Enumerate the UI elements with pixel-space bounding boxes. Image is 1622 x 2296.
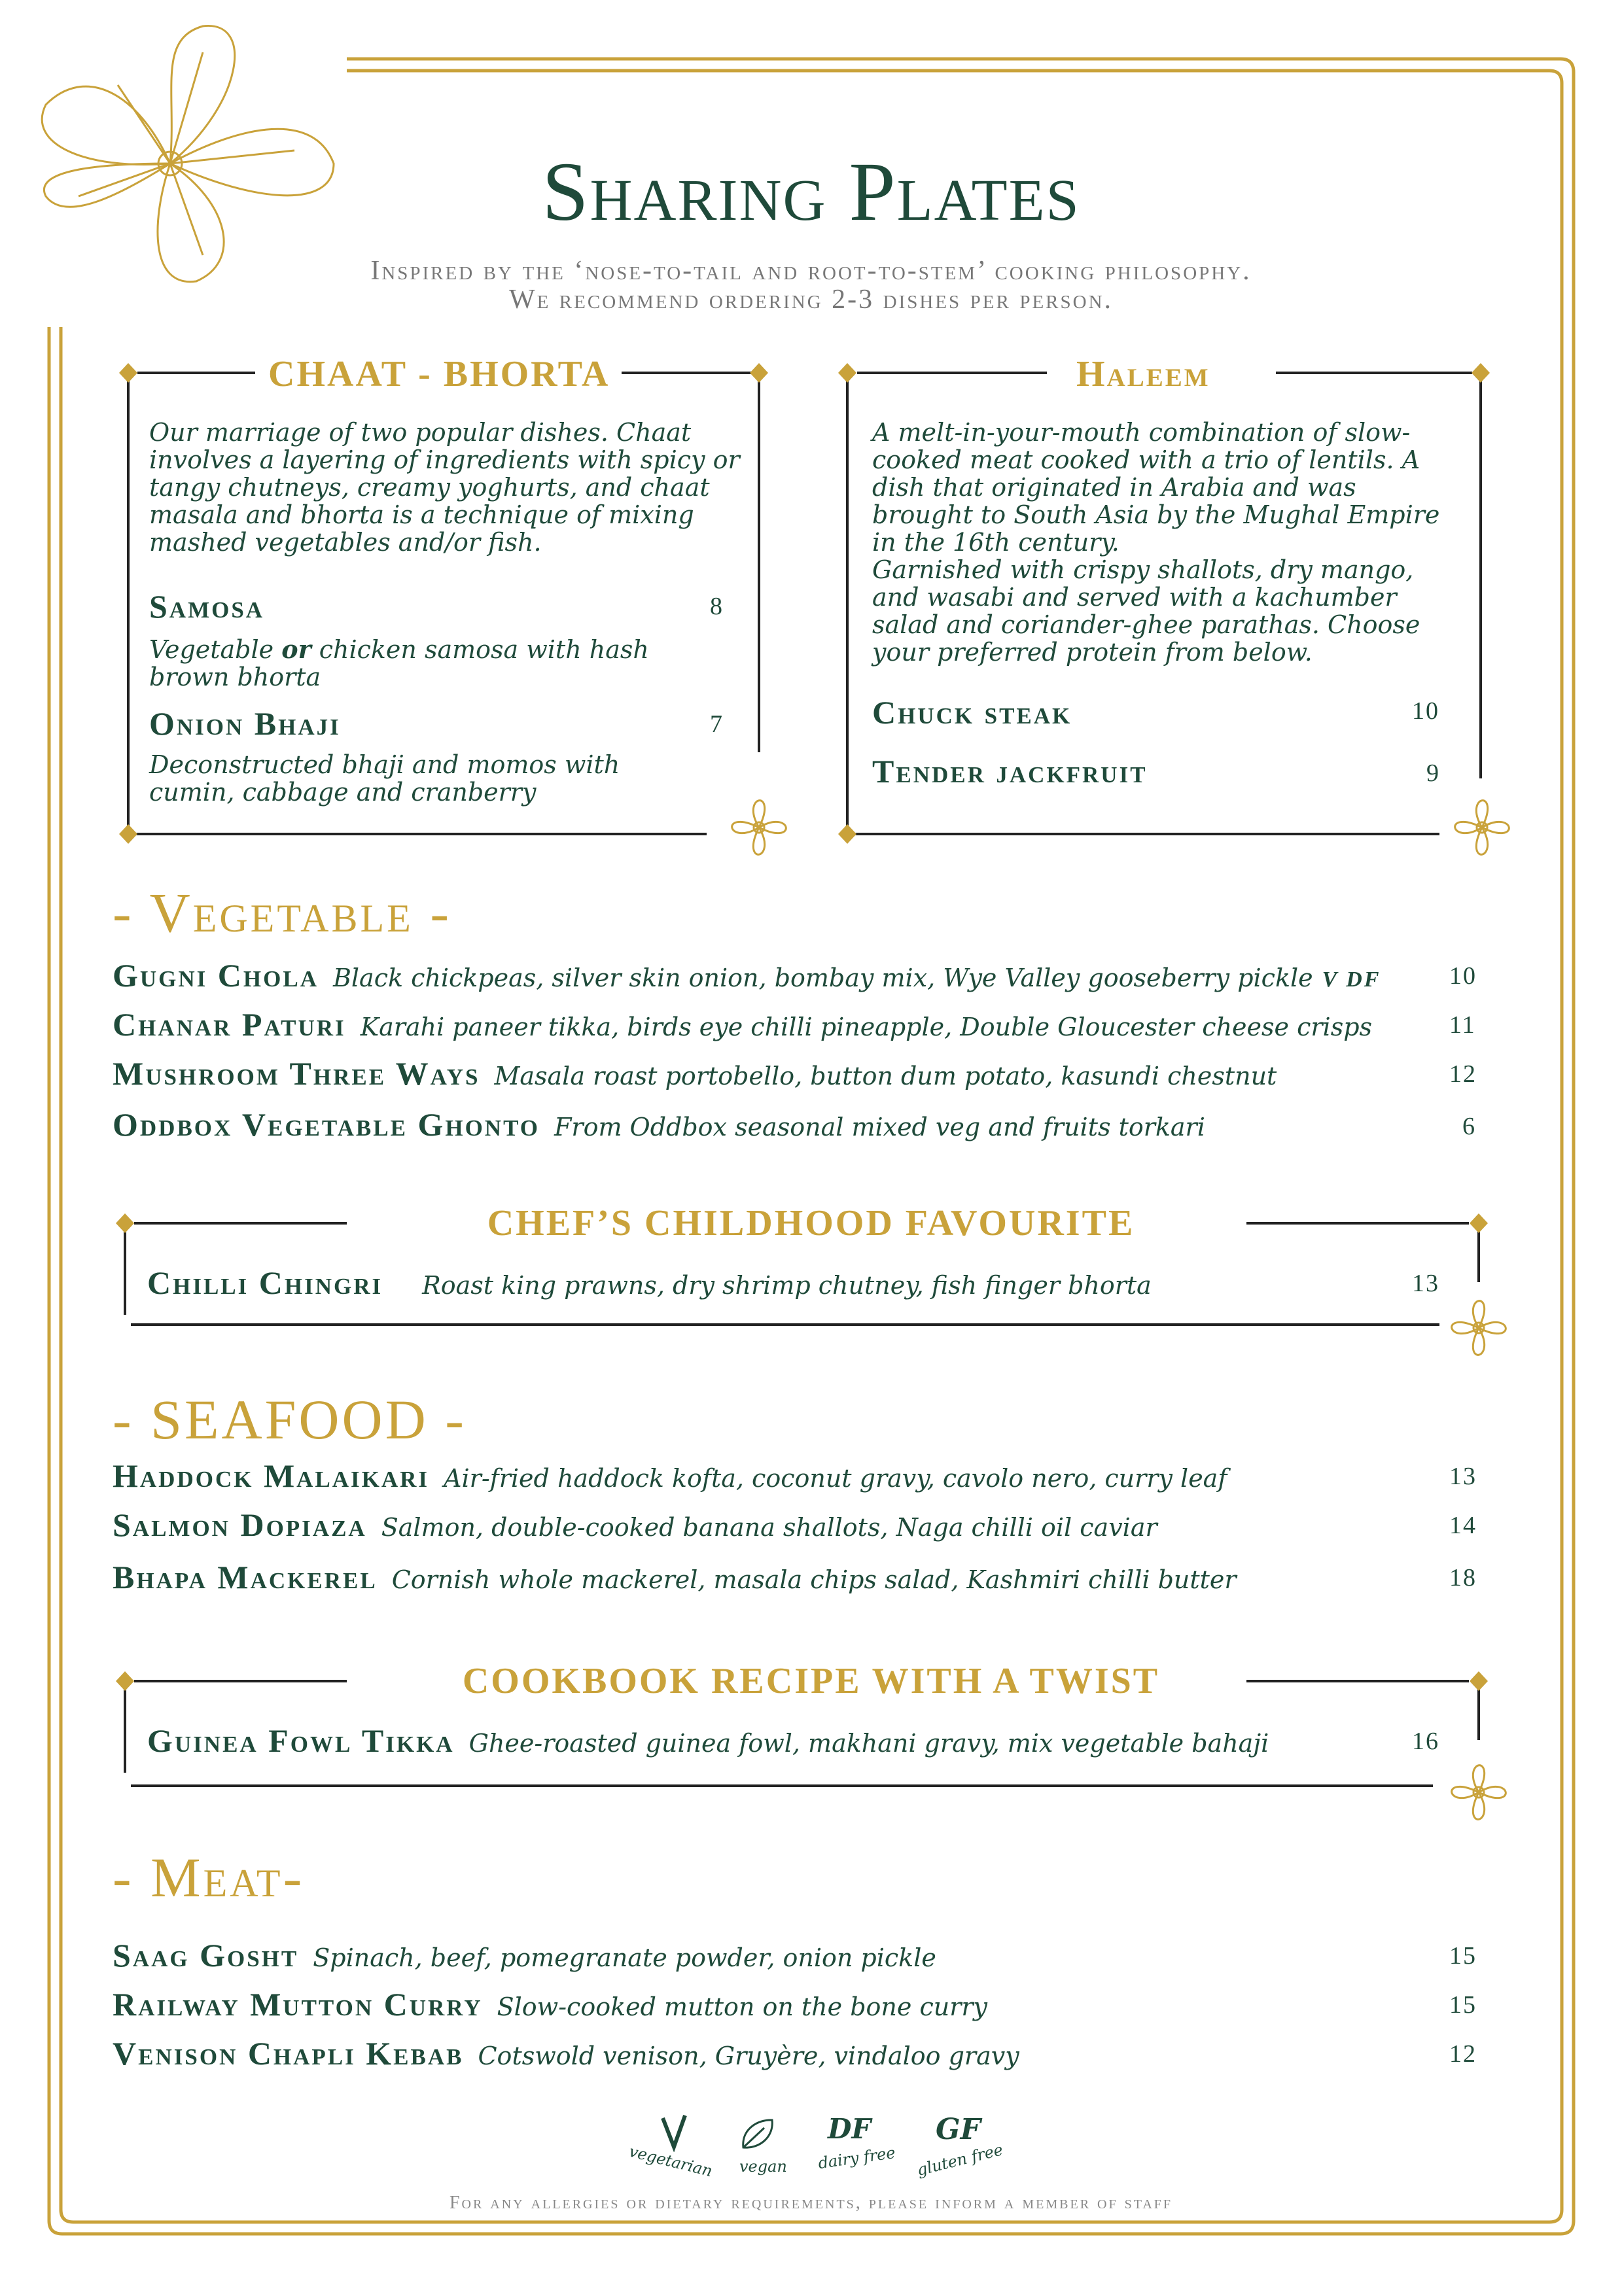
dish-description: Masala roast portobello, button dum potato, kasundi chestnut: [494, 1062, 1277, 1090]
dish-price: 14: [1449, 1512, 1477, 1539]
dish-name: Salmon Dopiaza: [113, 1506, 367, 1543]
dish-name: Chanar Paturi: [113, 1006, 346, 1043]
description-line: A melt-in-your-mouth combination of slow-: [872, 418, 1411, 447]
menu-row: [147, 1722, 1269, 1760]
menu-row: [113, 1936, 936, 1974]
dish-description: Salmon, double-cooked banana shallots, Naga chilli oil caviar: [381, 1513, 1157, 1542]
description-line: Our marriage of two popular dishes. Chaat: [149, 418, 692, 447]
dish-name: Saag Gosht: [113, 1937, 299, 1974]
dish-price: 9: [1426, 759, 1440, 787]
dish-description: Slow-cooked mutton on the bone curry: [497, 1992, 988, 2021]
dish-price: 12: [1449, 2040, 1477, 2068]
dish-description: Roast king prawns, dry shrimp chutney, fish finger bhorta: [422, 1271, 1152, 1300]
description-line: brought to South Asia by the Mughal Empire: [872, 500, 1440, 529]
subtitle-line: We recommend ordering 2-3 dishes per person.: [508, 285, 1114, 315]
menu-row: [113, 2034, 1019, 2072]
menu-row: [113, 1457, 1227, 1495]
dairy-free-icon: DF: [828, 2113, 872, 2145]
description-line: in the 16th century.: [872, 528, 1120, 557]
dish-name: Venison Chapli Kebab: [113, 2035, 464, 2072]
dish-description: [149, 636, 649, 691]
dish-name: Chilli Chingri: [147, 1264, 383, 1301]
dish-name: Samosa: [149, 588, 265, 625]
flower-icon: [1436, 782, 1528, 873]
dish-description: Air-fried haddock kofta, coconut gravy, cavolo nero, curry leaf: [444, 1464, 1227, 1493]
description-line: and wasabi and served with a kachumber: [872, 583, 1397, 612]
menu-row: [147, 1264, 1152, 1302]
legend-label: gluten free: [915, 2140, 1005, 2180]
dish-price: 10: [1449, 962, 1477, 990]
dish-name: Haddock Malaikari: [113, 1457, 430, 1494]
menu-row: [113, 1105, 1205, 1143]
menu-row: [113, 956, 1395, 994]
vegetarian-icon: [658, 2113, 690, 2152]
dish-price: 10: [1412, 697, 1439, 725]
dish-price: 13: [1449, 1463, 1477, 1490]
dish-name: Bhapa Mackerel: [113, 1559, 378, 1595]
dish-description: Cornish whole mackerel, masala chips salad, Kashmiri chilli butter: [391, 1565, 1237, 1594]
description-line: dish that originated in Arabia and was: [872, 473, 1356, 502]
flower-icon: [713, 782, 805, 873]
description-line: your preferred protein from below.: [872, 638, 1313, 667]
dish-price: 11: [1449, 1011, 1476, 1039]
description-line: involves a layering of ingredients with spicy or: [149, 445, 740, 474]
description-line: tangy chutneys, creamy yoghurts, and chaat: [149, 473, 710, 502]
dish-description: From Oddbox seasonal mixed veg and fruits torkari: [554, 1113, 1205, 1141]
legend-label: vegetarian: [627, 2142, 714, 2181]
dietary-tags: V DF: [1322, 967, 1381, 992]
vegetable-heading: - Vegetable -: [113, 881, 451, 944]
menu-row: [113, 1005, 1372, 1043]
description-line: salad and coriander-ghee parathas. Choose: [872, 610, 1420, 639]
dish-name: Mushroom Three Ways: [113, 1055, 480, 1092]
chaat-heading: CHAAT - BHORTA: [268, 354, 610, 394]
meat-heading: - Meat-: [113, 1846, 305, 1909]
page-title: Sharing Plates: [542, 145, 1080, 238]
dish-name: Oddbox Vegetable Ghonto: [113, 1106, 540, 1143]
dish-price: 7: [710, 710, 724, 738]
dish-price: 12: [1449, 1060, 1477, 1088]
dish-description: Ghee-roasted guinea fowl, makhani gravy, mix vegetable bahaji: [468, 1729, 1269, 1758]
flower-icon: [1433, 1282, 1525, 1374]
dietary-legend: [622, 2113, 1027, 2185]
haleem-description: [872, 419, 1439, 666]
description-line: Garnished with crispy shallots, dry mango,: [872, 555, 1414, 584]
menu-row: [113, 1506, 1157, 1544]
legend-label: vegan: [739, 2157, 787, 2176]
vegan-leaf-icon: [738, 2116, 777, 2152]
gluten-free-icon: GF: [936, 2113, 981, 2146]
allergy-note: For any allergies or dietary requirements, please inform a member of staff: [449, 2193, 1173, 2213]
dish-price: 16: [1412, 1728, 1439, 1755]
flower-icon: [1433, 1747, 1525, 1838]
desc-text: Deconstructed bhaji and momos with: [149, 750, 620, 779]
dish-price: 15: [1449, 1991, 1477, 2019]
dish-name: Gugni Chola: [113, 957, 319, 994]
dish-price: 13: [1412, 1270, 1439, 1297]
desc-text: brown bhorta: [149, 663, 321, 691]
description-line: mashed vegetables and/or fish.: [149, 528, 542, 557]
page-subtitle: [0, 256, 1622, 314]
description-line: masala and bhorta is a technique of mixing: [149, 500, 694, 529]
chaat-description: [149, 419, 740, 556]
desc-or: or: [281, 635, 311, 664]
menu-row: [113, 1558, 1237, 1596]
desc-text: chicken samosa with hash: [311, 635, 649, 664]
legend-label: dairy free: [817, 2143, 897, 2173]
dish-price: 18: [1449, 1564, 1477, 1592]
desc-text: cumin, cabbage and cranberry: [149, 778, 537, 807]
dish-name: Tender jackfruit: [872, 753, 1148, 790]
desc-text: Vegetable: [149, 635, 282, 664]
dish-description: Spinach, beef, pomegranate powder, onion pickle: [313, 1943, 936, 1972]
seafood-heading: - SEAFOOD -: [113, 1388, 467, 1451]
dish-price: 15: [1449, 1942, 1477, 1970]
dish-description: [149, 751, 620, 806]
dish-name: Chuck steak: [872, 694, 1072, 731]
dish-name: Guinea Fowl Tikka: [147, 1722, 455, 1759]
menu-row: [113, 1054, 1277, 1092]
menu-row: [113, 1985, 987, 2023]
dish-price: 8: [710, 593, 724, 620]
haleem-heading: Haleem: [1076, 354, 1210, 394]
dish-name: Railway Mutton Curry: [113, 1986, 483, 2023]
dish-price: 6: [1462, 1113, 1476, 1140]
cookbook-heading: COOKBOOK RECIPE WITH A TWIST: [462, 1661, 1160, 1701]
dish-description: Karahi paneer tikka, birds eye chilli pineapple, Double Gloucester cheese crisps: [360, 1013, 1373, 1041]
description-line: cooked meat cooked with a trio of lentils. A: [872, 445, 1420, 474]
dish-description: Black chickpeas, silver skin onion, bombay mix, Wye Valley gooseberry pickle: [332, 964, 1313, 992]
dish-description: Cotswold venison, Gruyère, vindaloo gravy: [478, 2042, 1019, 2070]
subtitle-line: Inspired by the ‘nose-to-tail and root-to-stem’ cooking philosophy.: [370, 256, 1252, 286]
chef-favourite-heading: CHEF’S CHILDHOOD FAVOURITE: [487, 1203, 1135, 1244]
dish-name: Onion Bhaji: [149, 705, 341, 742]
